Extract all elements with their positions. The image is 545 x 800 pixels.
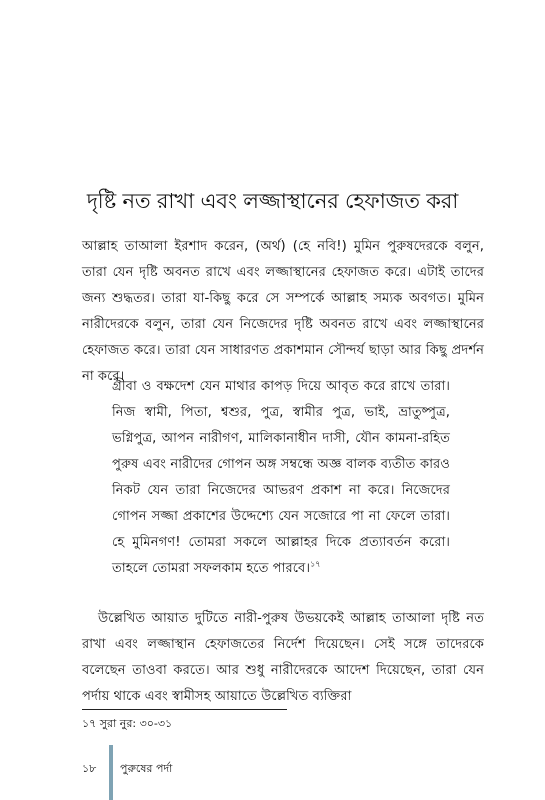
page-number: ১৮ [82,762,97,775]
footnote-text: ১৭ সুরা নুর: ৩০-৩১ [82,717,173,730]
footnote-divider [82,709,287,710]
running-footer-title: পুরুষের পর্দা [120,762,173,775]
quoted-verse [112,374,450,582]
footer-divider-bar [109,745,113,800]
section-title: দৃষ্টি নত রাখা এবং লজ্জাস্থানের হেফাজত করা [86,189,459,213]
footnote-marker: ১৭ [310,559,321,569]
body-paragraph-1: আল্লাহ তাআলা ইরশাদ করেন, (অর্থ) (হে নবি!) মুমিন পুরুষদেরকে বলুন, তারা যেন দৃষ্টি অবনত রাখে এবং লজ্জাস্থানের হেফাজত করে। এটাই তাদের জন্য শুদ্ধতর। তারা যা-কিছু করে সে সম্পর্কে আল্লাহ সম্যক অবগত। মুমিন নারীদেরকে বলুন, তারা যেন নিজেদের দৃষ্টি অবনত রাখে এবং লজ্জাস্থানের হেফাজত করে। তারা যেন সাধারণত প্রকাশমান সৌন্দর্য ছাড়া আর কিছু প্রদর্শন না করে। [82,239,484,384]
body-paragraph-2: উল্লেখিত আয়াত দুটিতে নারী-পুরুষ উভয়কেই আল্লাহ তাআলা দৃষ্টি নত রাখা এবং লজ্জাস্থান হেফাজতের নির্দেশ দিয়েছেন। সেই সঙ্গে তাদেরকে বলেছেন তাওবা করতে। আর শুধু নারীদেরকে আদেশ দিয়েছেন, তারা যেন পর্দায় থাকে এবং স্বামীসহ আয়াতে উল্লেখিত ব্যক্তিরা [82,611,484,704]
quoted-verse-text: গ্রীবা ও বক্ষদেশ যেন মাথার কাপড় দিয়ে আবৃত করে রাখে তারা। নিজ স্বামী, পিতা, শ্বশুর, পুত্র, স্বামীর পুত্র, ভাই, ভ্রাতুষ্পুত্র, ভগ্নিপুত্র, আপন নারীগণ, মালিকানাধীন দাসী, যৌন কামনা-রহিত পুরুষ এবং নারীদের গোপন অঙ্গ সম্বন্ধে অজ্ঞ বালক ব্যতীত কারও নিকট যেন তারা নিজেদের আভরণ প্রকাশ না করে। নিজেদের গোপন সজ্জা প্রকাশের উদ্দেশ্যে যেন সজোরে পা না ফেলে তারা। হে মুমিনগণ! তোমরা সকলে আল্লাহর দিকে প্রত্যাবর্তন করো। তাহলে তোমরা সফলকাম হতে পারবে। [112,379,450,576]
